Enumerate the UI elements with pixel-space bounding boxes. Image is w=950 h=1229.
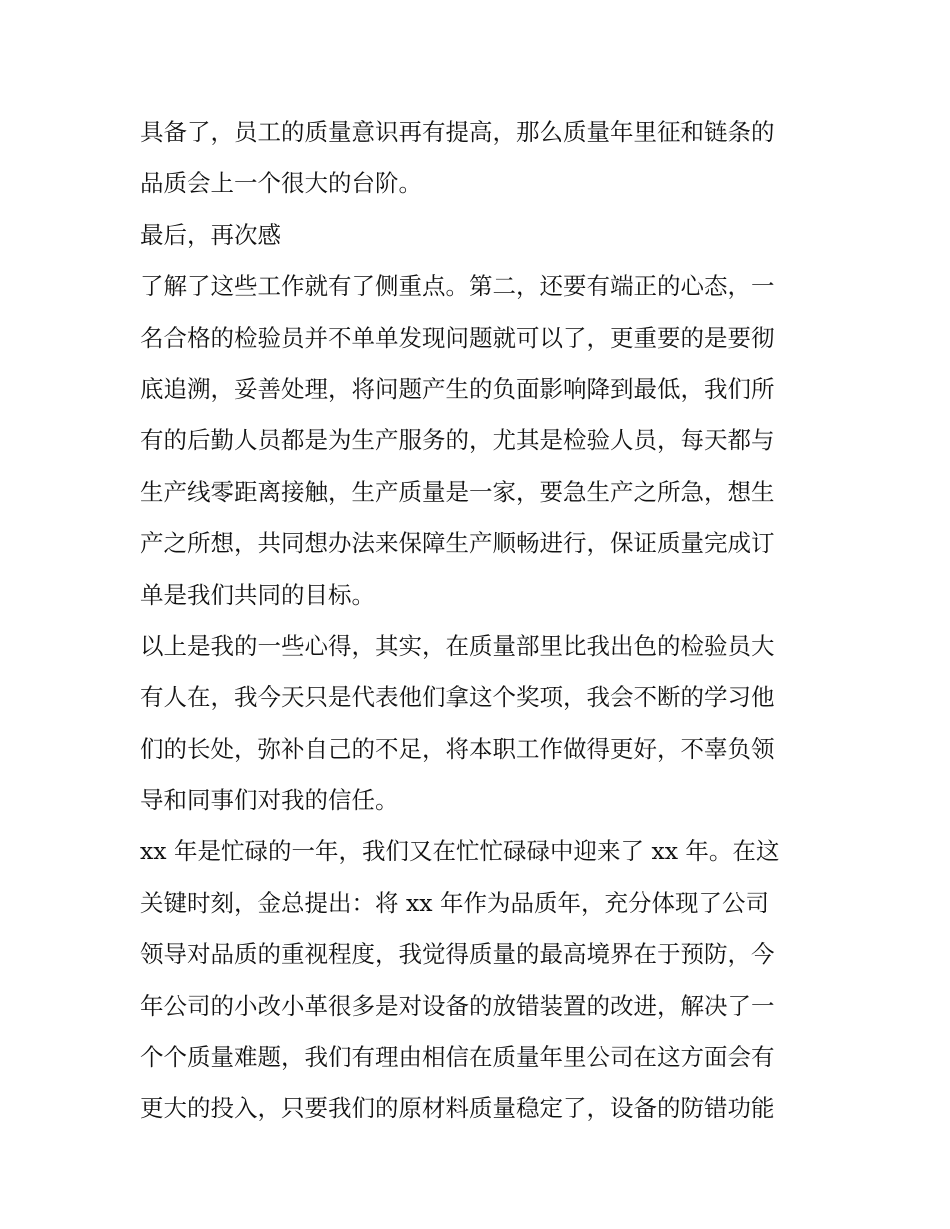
text-line: 了解了这些工作就有了侧重点。第二，还要有端正的心态，一: [140, 272, 775, 301]
text-line: 导和同事们对我的信任。: [140, 786, 399, 815]
text-line: 品质会上一个很大的台阶。: [140, 169, 422, 198]
text-line: 有人在，我今天只是代表他们拿这个奖项，我会不断的学习他: [140, 683, 775, 712]
text-line: 领导对品质的重视程度，我觉得质量的最高境界在于预防，今: [140, 940, 775, 969]
text-line: 底追溯，妥善处理，将问题产生的负面影响降到最低，我们所: [140, 374, 775, 403]
text-line: 个个质量难题，我们有理由相信在质量年里公司在这方面会有: [140, 1043, 775, 1072]
text-line: 关键时刻，金总提出：将 xx 年作为品质年，充分体现了公司: [140, 888, 769, 917]
text-line: 更大的投入，只要我们的原材料质量稳定了，设备的防错功能: [140, 1094, 775, 1123]
text-line: 产之所想，共同想办法来保障生产顺畅进行，保证质量完成订: [140, 529, 775, 558]
text-line: 单是我们共同的目标。: [140, 580, 375, 609]
text-line: 生产线零距离接触，生产质量是一家，要急生产之所急，想生: [140, 477, 775, 506]
text-line: 年公司的小改小革很多是对设备的放错装置的改进，解决了一: [140, 991, 775, 1020]
text-line: 名合格的检验员并不单单发现问题就可以了，更重要的是要彻: [140, 323, 775, 352]
text-line: 们的长处，弥补自己的不足，将本职工作做得更好，不辜负领: [140, 734, 775, 763]
text-line: 以上是我的一些心得，其实，在质量部里比我出色的检验员大: [140, 631, 775, 660]
text-line: 有的后勤人员都是为生产服务的，尤其是检验人员，每天都与: [140, 426, 775, 455]
text-line: xx 年是忙碌的一年，我们又在忙忙碌碌中迎来了 xx 年。在这: [140, 837, 780, 866]
text-line: 具备了，员工的质量意识再有提高，那么质量年里征和链条的: [140, 118, 775, 146]
body-text: [140, 107, 820, 1135]
text-line: 最后，再次感: [140, 220, 281, 249]
